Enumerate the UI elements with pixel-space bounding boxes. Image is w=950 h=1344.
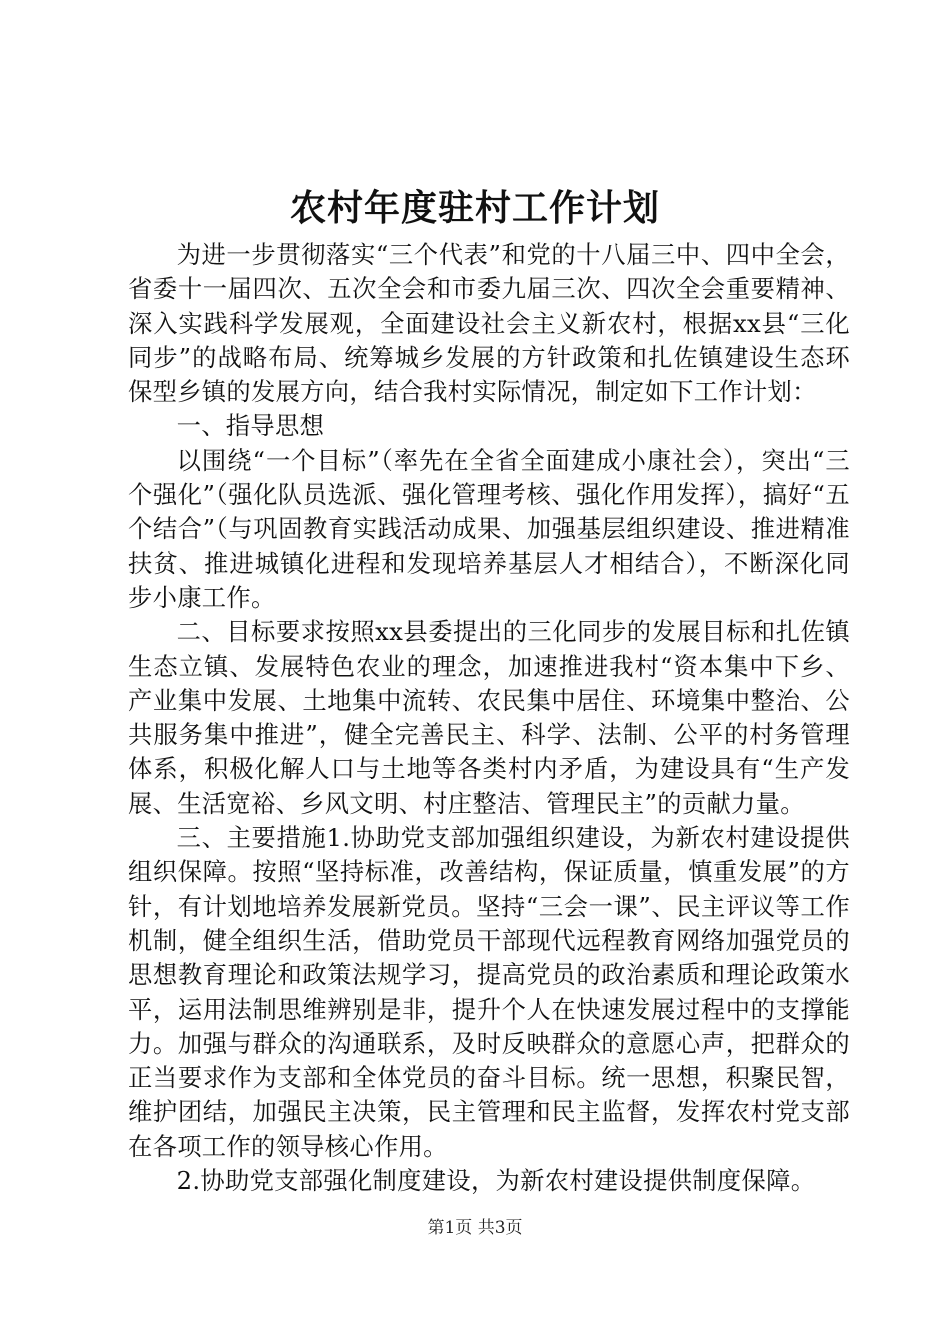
paragraph-guiding-thought: 以围绕“一个目标”（率先在全省全面建成小康社会），突出“三个强化”（强化队员选派、强化管理考核、强化作用发挥），搞好“五个结合”（与巩固教育实践活动成果、加强基层组织建设、推进精准扶贫、推进城镇化进程和发现培养基层人才相结合），不断深化同步小康工作。 [128, 445, 850, 612]
page-number-footer: 第1页 共3页 [427, 1218, 523, 1238]
paragraph-goals: 二、目标要求按照xx县委提出的三化同步的发展目标和扎佐镇生态立镇、发展特色农业的理念，加速推进我村“资本集中下乡、产业集中发展、土地集中流转、农民集中居住、环境集中整治、公共服务集中推进”，健全完善民主、科学、法制、公平的村务管理体系，积极化解人口与土地等各类村内矛盾，为建设具有“生产发展、生活宽裕、乡风文明、村庄整洁、管理民主”的贡献力量。 [128, 617, 850, 818]
document-body [128, 238, 850, 1198]
paragraph-measures-2: 2.协助党支部强化制度建设，为新农村建设提供制度保障。 [176, 1166, 816, 1196]
document-title: 农村年度驻村工作计划 [289, 187, 660, 229]
section-heading-guiding-thought: 一、指导思想 [176, 411, 325, 441]
paragraph-measures-1: 三、主要措施1.协助党支部加强组织建设，为新农村建设提供组织保障。按照“坚持标准，改善结构，保证质量，慎重发展”的方针，有计划地培养发展新党员。坚持“三会一课”、民主评议等工作机制，健全组织生活，借助党员干部现代远程教育网络加强党员的思想教育理论和政策法规学习，提高党员的政治素质和理论政策水平，运用法制思维辨别是非，提升个人在快速发展过程中的支撑能力。加强与群众的沟通联系，及时反映群众的意愿心声，把群众的正当要求作为支部和全体党员的奋斗目标。统一思想，积聚民智，维护团结，加强民主决策，民主管理和民主监督，发挥农村党支部在各项工作的领导核心作用。 [128, 823, 850, 1161]
paragraph-intro: 为进一步贯彻落实“三个代表”和党的十八届三中、四中全会，省委十一届四次、五次全会和市委九届三次、四次全会重要精神、深入实践科学发展观，全面建设社会主义新农村，根据xx县“三化同步”的战略布局、统筹城乡发展的方针政策和扎佐镇建设生态环保型乡镇的发展方向，结合我村实际情况，制定如下工作计划： [128, 240, 850, 407]
